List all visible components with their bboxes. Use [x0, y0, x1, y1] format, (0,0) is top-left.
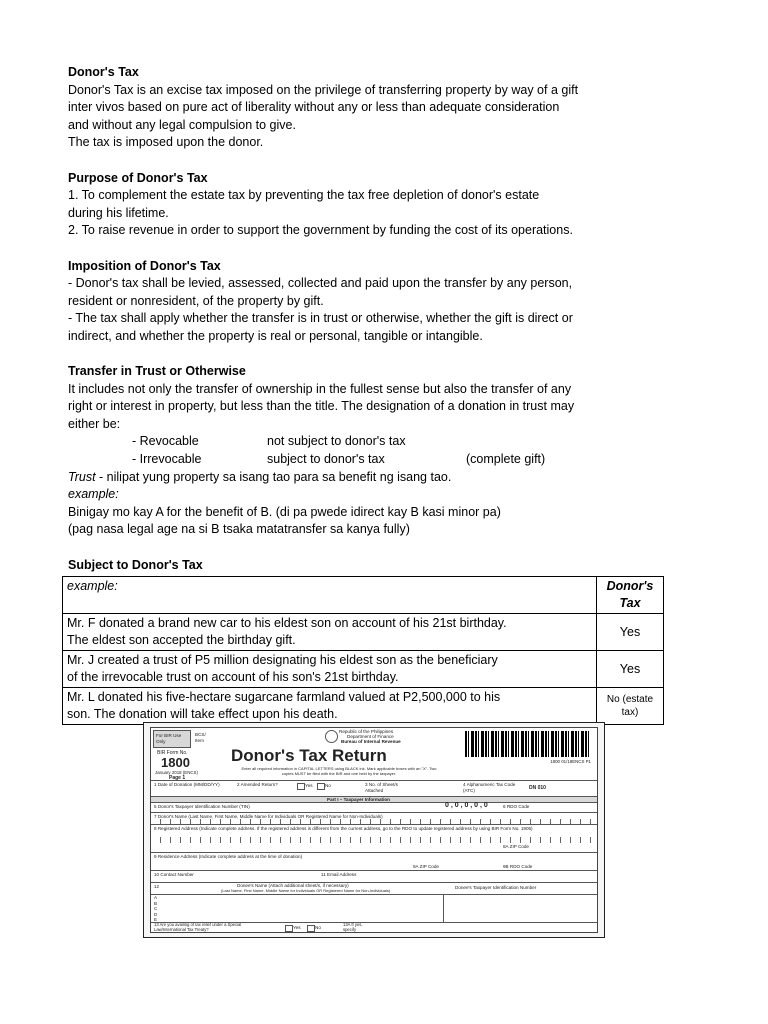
field-9-label: 9 Residence Address (Indicate complete address at the time of donation): [154, 854, 303, 859]
field-13a-label: 13A If yes, specify: [343, 922, 363, 932]
row-text: son. The donation will take effect upon his death.: [67, 707, 338, 721]
field-12-label: 12: [154, 884, 160, 889]
table-row: [63, 614, 664, 651]
row-text: Mr. F donated a brand new car to his eldest son on account of his 21st birthday.: [67, 616, 507, 630]
row-answer: Yes: [597, 651, 664, 688]
trust-option-revocable: [68, 433, 688, 451]
yes-label: Yes: [305, 783, 313, 788]
donee-tin-label: Donee's Taxpayer Identification Number: [455, 885, 537, 890]
field-13-label: 13 Are you availing of tax relief under a Special Law/International Tax Treaty?: [154, 922, 242, 932]
form-page: Page 1: [169, 775, 186, 781]
imposition-line: - Donor's tax shall be levied, assessed, collected and paid upon the transfer by any person,: [68, 276, 573, 291]
amended-yes-checkbox: [297, 783, 305, 790]
form-row-13: [151, 922, 597, 933]
field-6-label: 6 RDO Code: [503, 804, 530, 809]
amended-no-checkbox: [317, 783, 325, 790]
row-text: The eldest son accepted the birthday gift.: [67, 633, 296, 647]
heading-donors-tax: Donor's Tax: [68, 65, 139, 79]
trust-line: either be:: [68, 416, 121, 431]
trust-definition: [68, 469, 688, 487]
option-desc: not subject to donor's tax: [267, 434, 406, 449]
form-date: January 2018 (ENCS): [155, 770, 198, 775]
purpose-line: 2. To raise revenue in order to support the government by funding the cost of its operations.: [68, 223, 573, 238]
col-header-donors-tax: Donor's Tax: [606, 579, 654, 610]
trust-example-line: (pag nasa legal age na si B tsaka matatransfer sa kanya fully): [68, 522, 410, 537]
examples-table: [62, 576, 664, 725]
heading-subject: Subject to Donor's Tax: [68, 557, 203, 572]
document-body: [68, 64, 688, 574]
row-answer: No (estate tax): [597, 688, 664, 725]
trust-line: right or interest in property, but less than the title. The designation of a donation in trust may: [68, 399, 575, 414]
yes-label: Yes: [293, 925, 301, 930]
intro-line: The tax is imposed upon the donor.: [68, 135, 264, 150]
field-2-label: 2 Amended Return?: [237, 782, 278, 787]
barcode-image: [465, 731, 591, 757]
field-9b-label: 9B RDO Code: [503, 864, 533, 869]
field-11-label: 11 Email Address: [321, 872, 357, 877]
option-note: (complete gift): [466, 452, 546, 467]
form-instruction: Enter all required information in CAPITAL LETTERS using BLACK ink. Mark applicable boxes with an "X". Two copies MUST be filed with the BIR and one held by the taxpayer.: [241, 766, 437, 776]
field-5-label: 5 Donor's Taxpayer Identification Number (TIN): [154, 804, 250, 809]
dept-label: Department of Finance: [347, 734, 394, 739]
republic-label: Republic of the Philippines: [339, 729, 394, 734]
relief-yes-checkbox: [285, 925, 293, 932]
table-row: [63, 651, 664, 688]
donee-name-label: Donee's Name (Attach additional sheet/s, if necessary): [237, 883, 349, 888]
field-7-label: 7 Donor's Name (Last Name, First Name, Middle Name for Individuals OR Registered Name for Non-Individuals): [154, 814, 383, 819]
imposition-line: - The tax shall apply whether the transfer is in trust or otherwise, whether the gift is direct or: [68, 311, 573, 326]
form-no-label: BIR Form No.: [157, 750, 188, 756]
tin-tail: 0 , 0 , 0 , 0 , 0: [445, 802, 488, 809]
relief-no-checkbox: [307, 925, 315, 932]
example-label: example:: [68, 487, 119, 502]
heading-trust: Transfer in Trust or Otherwise: [68, 364, 246, 379]
form-number: 1800: [161, 755, 190, 770]
row-text: of the irrevocable trust on account of his son's 21st birthday.: [67, 670, 399, 684]
row-text: Mr. J created a trust of P5 million designating his eldest son as the beneficiary: [67, 653, 498, 667]
intro-line: inter vivos based on pure act of liberality without any or less than adequate consideration: [68, 100, 560, 115]
bcs-label: BCS/ Item: [195, 732, 206, 743]
trust-line: It includes not only the transfer of ownership in the fullest sense but also the transfer of any: [68, 381, 572, 396]
field-3-label: 3 No. of Sheet/s Attached: [365, 782, 398, 793]
table-header-row: [63, 577, 664, 614]
bir-seal-icon: [325, 730, 338, 743]
heading-imposition: Imposition of Donor's Tax: [68, 258, 221, 273]
form-row-9: [151, 852, 597, 871]
for-bir-box: [153, 730, 191, 748]
field-1-label: 1 Date of Donation (MM/DD/YY): [154, 782, 220, 787]
trust-def: - nilipat yung property sa isang tao para sa benefit ng isang tao.: [95, 469, 452, 484]
trust-example-line: Binigay mo kay A for the benefit of B. (di pa pwede idirect kay B kasi minor pa): [68, 504, 501, 519]
bir-form-1800-image: [143, 722, 605, 938]
form-row-8: [151, 824, 597, 853]
part1-label: Part I – Taxpayer Information: [327, 797, 390, 802]
donee-letters: A B C D E: [154, 895, 158, 922]
purpose-line: during his lifetime.: [68, 205, 169, 220]
imposition-line: indirect, and whether the property is real or personal, tangible or intangible.: [68, 328, 483, 343]
field-8-label: 8 Registered Address (Indicate complete address. If the registered address is different from the current address, go to the RDO to update registered address by using BIR Form No. 1905): [154, 826, 533, 831]
purpose-line: 1. To complement the estate tax by preventing the tax free depletion of donor's estate: [68, 188, 540, 203]
donee-rows: [151, 894, 597, 923]
option-kind: - Revocable: [132, 434, 199, 449]
imposition-line: resident or nonresident, of the property by gift.: [68, 293, 324, 308]
intro-line: and without any legal compulsion to give.: [68, 117, 296, 132]
barcode-code: 1800 01/18ENCS P1: [550, 759, 591, 764]
field-10-label: 10 Contact Number: [154, 872, 194, 877]
donee-name-sub: (Last Name, First Name, Middle Name for Individuals OR Registered Name for Non-Individuals): [221, 888, 391, 893]
no-label: No: [325, 783, 331, 788]
atc-code: DN 010: [529, 785, 546, 791]
heading-purpose: Purpose of Donor's Tax: [68, 170, 208, 185]
for-bir-label: For BIR Use Only: [156, 733, 182, 744]
field-9a-label: 9A ZIP Code: [413, 864, 439, 869]
option-desc: subject to donor's tax: [267, 452, 385, 467]
field-8a-label: 8A ZIP Code: [503, 844, 529, 849]
table-row: [63, 688, 664, 725]
option-kind: - Irrevocable: [132, 452, 202, 467]
field-4-label: 4 Alphanumeric Tax Code (ATC): [463, 782, 516, 793]
bureau-label: Bureau of Internal Revenue: [341, 739, 401, 744]
trust-option-irrevocable: [68, 451, 688, 469]
row-answer: Yes: [597, 614, 664, 651]
form-row-1-4: [151, 780, 597, 797]
no-label: No: [315, 925, 321, 930]
intro-line: Donor's Tax is an excise tax imposed on the privilege of transferring property by way of a gift: [68, 82, 579, 97]
trust-term: Trust: [68, 469, 96, 484]
row-text: Mr. L donated his five-hectare sugarcane farmland valued at P2,500,000 to his: [67, 690, 501, 704]
table-example-label: example:: [67, 579, 118, 593]
form-title: Donor's Tax Return: [231, 746, 387, 765]
